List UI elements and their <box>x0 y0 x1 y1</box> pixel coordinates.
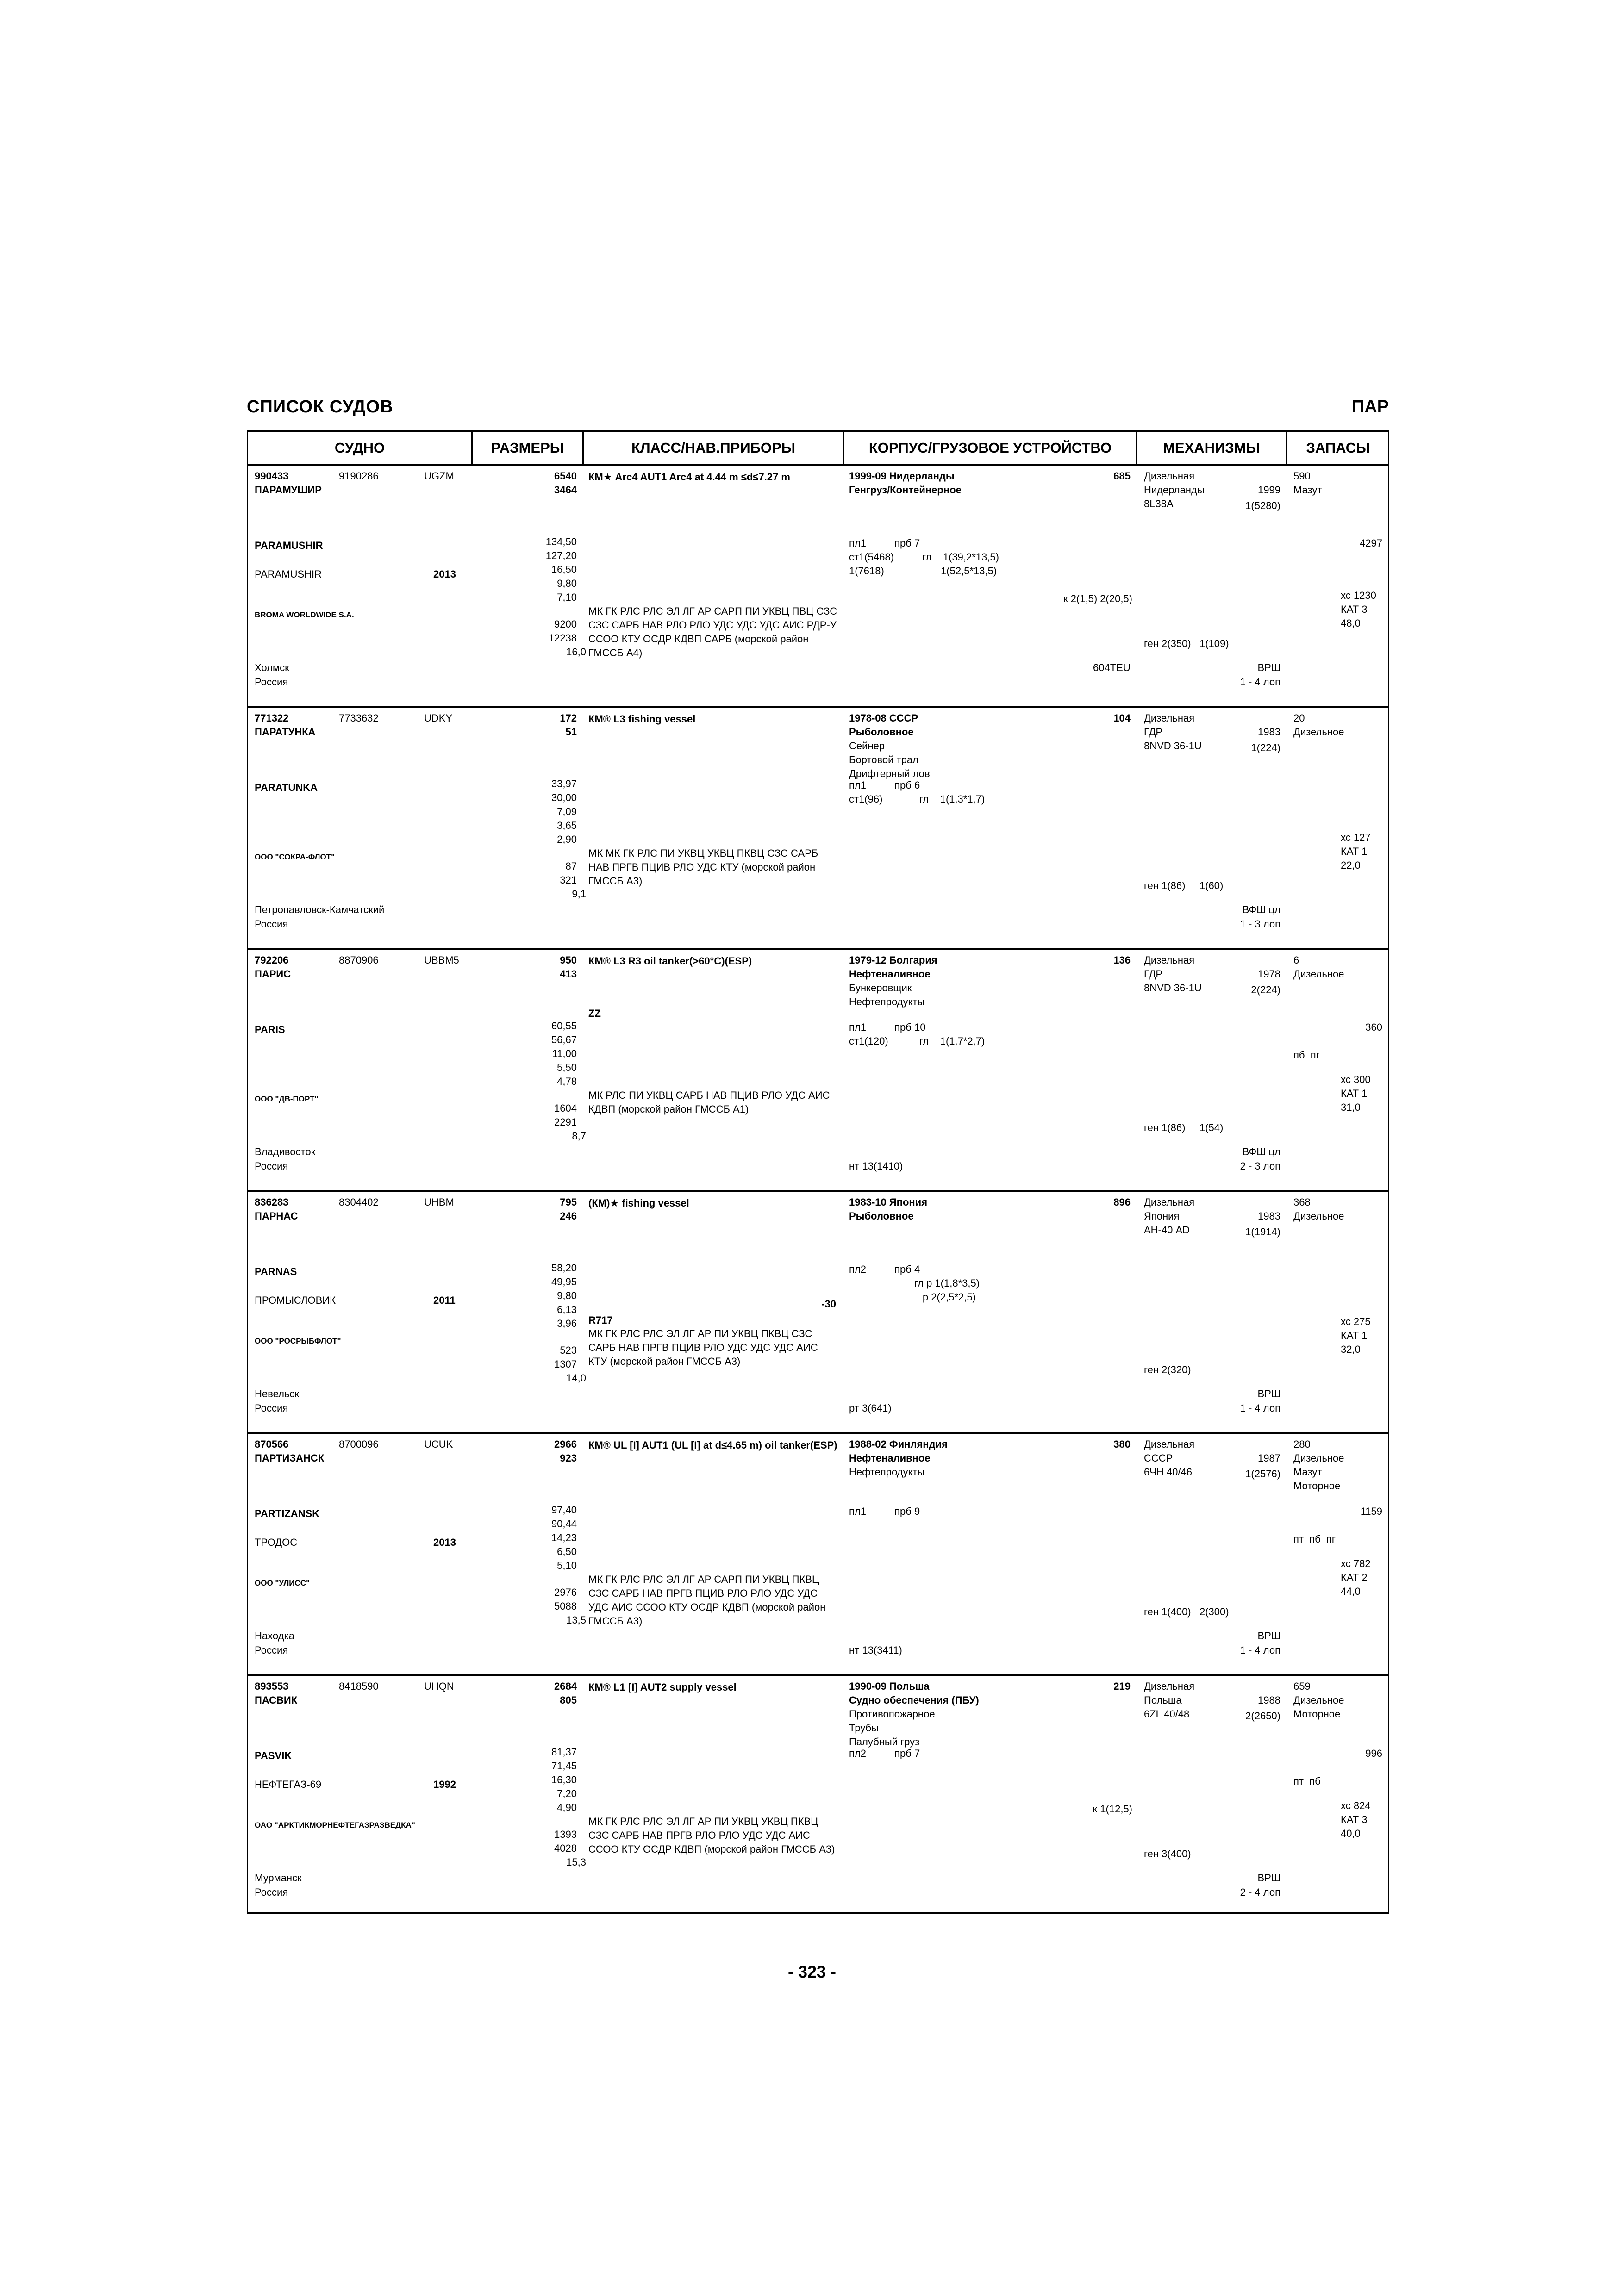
deadweight: 6540 <box>554 470 577 482</box>
supply-codes: пб пг <box>1293 1049 1320 1061</box>
capacity-value: 2976 <box>554 1587 577 1598</box>
built-info: 1979-12 Болгария <box>849 954 937 966</box>
temperature: -30 <box>821 1298 836 1310</box>
fuel-amount: 590 <box>1293 470 1311 482</box>
water-amount: 996 <box>1365 1748 1382 1759</box>
reg-number: 990433 <box>255 470 289 482</box>
dimension-value: 3,65 <box>557 820 577 831</box>
owner: ООО "РОСРЫБФЛОТ" <box>255 1337 341 1345</box>
gross-tonnage: 896 <box>1113 1196 1131 1208</box>
propeller: ВФШ цл <box>1242 1146 1280 1157</box>
hull-detail: ст1(96) гл 1(1,3*1,7) <box>849 793 985 805</box>
container-capacity: 604TEU <box>1093 662 1131 673</box>
engine-model: 8L38A <box>1144 498 1174 510</box>
reg-number: 870566 <box>255 1438 289 1450</box>
ship-type: Рыболовное <box>849 726 914 738</box>
tonnage: 805 <box>560 1694 577 1706</box>
fuel-type: Мазут <box>1293 484 1322 496</box>
fuel-amount: 20 <box>1293 712 1305 724</box>
speed: 13,5 <box>566 1614 586 1626</box>
call-sign: UGZM <box>424 470 454 482</box>
ship-record <box>248 1676 1388 1918</box>
generators: ген 1(86) 1(54) <box>1144 1122 1224 1133</box>
row-divider <box>248 1432 1388 1434</box>
capacity-value: 87 <box>565 860 577 872</box>
row-divider <box>248 706 1388 708</box>
speed: 16,0 <box>566 646 586 658</box>
engine-country: СССР <box>1144 1452 1173 1464</box>
ship-record <box>248 1192 1388 1434</box>
page-number: - 323 - <box>787 1962 837 1981</box>
ship-name: ПАРНАС <box>255 1210 298 1222</box>
nav-equipment: МК ГК РЛС РЛС ЭЛ ЛГ АР ПИ УКВЦ УКВЦ ПКВЦ СЗС САРБ НАВ ПРГВ РЛО РЛО УДС УДС АИС ССОО КТУ ОСДР КДВП (морской район ГМССБ А3) <box>588 1816 835 1855</box>
former-name: PARAMUSHIR <box>255 568 322 580</box>
engine-year: 1988 <box>1258 1694 1280 1706</box>
class-notation: (КМ)★ fishing vessel <box>588 1197 689 1209</box>
col-header-hull: КОРПУС/ГРУЗОВОЕ УСТРОЙСТВО <box>868 440 1112 456</box>
dimension-value: 6,50 <box>557 1546 577 1557</box>
dimension-value: 5,10 <box>557 1560 577 1571</box>
blades: 2 - 4 лоп <box>1240 1886 1280 1898</box>
hull-detail: гл р 1(1,8*3,5) <box>849 1277 980 1289</box>
ship-record <box>248 466 1388 708</box>
tonnage: 3464 <box>554 484 577 496</box>
dimension-value: 81,37 <box>551 1746 577 1758</box>
former-year: 2011 <box>433 1294 456 1306</box>
propeller: ВФШ цл <box>1242 904 1280 915</box>
dimension-value: 30,00 <box>551 792 577 803</box>
col-header-class: КЛАСС/НАВ.ПРИБОРЫ <box>631 440 796 456</box>
ship-name: ПАРИС <box>255 968 291 980</box>
engine-type: Дизельная <box>1144 470 1195 482</box>
engine-type: Дизельная <box>1144 712 1195 724</box>
engine-country: Нидерланды <box>1144 484 1205 496</box>
home-port: Невельск <box>255 1388 299 1400</box>
dimension-value: 7,09 <box>557 806 577 817</box>
capacity-value: 321 <box>560 874 577 886</box>
water-amount: 360 <box>1365 1021 1382 1033</box>
deadweight: 2966 <box>554 1438 577 1450</box>
former-year: 1992 <box>433 1779 456 1790</box>
engine-type: Дизельная <box>1144 1438 1195 1450</box>
imo-number: 7733632 <box>339 712 379 724</box>
hull-detail: р 2(2,5*2,5) <box>849 1291 976 1303</box>
dimension-value: 2,90 <box>557 834 577 845</box>
blades: 1 - 4 лоп <box>1240 1644 1280 1656</box>
endurance-value: 40,0 <box>1341 1828 1361 1839</box>
former-year: 2013 <box>433 1537 456 1548</box>
type-detail: Сейнер <box>849 740 885 752</box>
col-header-supplies: ЗАПАСЫ <box>1306 440 1370 456</box>
endurance-value: 32,0 <box>1341 1344 1361 1355</box>
type-detail: Нефтепродукты <box>849 996 925 1008</box>
water-amount: 1159 <box>1360 1506 1382 1517</box>
hull-detail: ст1(5468) гл 1(39,2*13,5) <box>849 551 999 563</box>
nav-equipment: МК ГК РЛС РЛС ЭЛ ЛГ АР САРП ПИ УКВЦ ПКВЦ СЗС САРБ НАВ ПРГВ ПЦИВ РЛО РЛО УДС УДС УДС АИС ССОО КТУ ОСДР КДВП (морской район ГМССБ А3) <box>588 1574 826 1627</box>
speed: 15,3 <box>566 1856 586 1868</box>
engine-type: Дизельная <box>1144 954 1195 966</box>
dimension-value: 97,40 <box>551 1504 577 1516</box>
call-sign: UCUK <box>424 1438 453 1450</box>
class-notation: КМ® L3 fishing vessel <box>588 713 696 725</box>
built-info: 1990-09 Польша <box>849 1680 930 1692</box>
home-port: Владивосток <box>255 1146 316 1157</box>
former-name: ПРОМЫСЛОВИК <box>255 1294 336 1306</box>
engine-model: 8NVD 36-1U <box>1144 740 1202 752</box>
engine-year: 1983 <box>1258 1210 1280 1222</box>
imo-number: 8870906 <box>339 954 379 966</box>
engine-model: АН-40 AD <box>1144 1224 1190 1236</box>
blades: 1 - 3 лоп <box>1240 918 1280 930</box>
built-info: 1978-08 СССР <box>849 712 918 724</box>
endurance-value: 48,0 <box>1341 617 1361 629</box>
speed: 9,1 <box>572 888 586 900</box>
fuel-type: Дизельное <box>1293 968 1344 980</box>
home-port: Холмск <box>255 662 289 673</box>
engine-model: 6ZL 40/48 <box>1144 1708 1190 1720</box>
dimension-value: 9,80 <box>557 578 577 589</box>
capacity-value: 523 <box>560 1344 577 1356</box>
fuel-amount: 659 <box>1293 1680 1311 1692</box>
engine-power: 1(1914) <box>1245 1226 1280 1238</box>
dimension-value: 49,95 <box>551 1276 577 1288</box>
gross-tonnage: 136 <box>1113 954 1131 966</box>
deadweight: 172 <box>560 712 577 724</box>
type-detail: Противопожарное <box>849 1708 935 1720</box>
tonnage: 246 <box>560 1210 577 1222</box>
type-detail: Палубный груз <box>849 1736 920 1748</box>
fuel-type: Моторное <box>1293 1480 1341 1492</box>
fuel-type: Моторное <box>1293 1708 1341 1720</box>
supply-codes: пт пб пг <box>1293 1533 1336 1545</box>
built-info: 1988-02 Финляндия <box>849 1438 948 1450</box>
capacity-value: 1393 <box>554 1829 577 1840</box>
class-notation: КМ® L1 [I] AUT2 supply vessel <box>588 1681 737 1693</box>
capacity-value: 4028 <box>554 1842 577 1854</box>
ship-record <box>248 950 1388 1192</box>
ship-name: ПАРАТУНКА <box>255 726 316 738</box>
type-detail: Трубы <box>849 1722 879 1734</box>
speed: 8,7 <box>572 1130 586 1142</box>
endurance-value: 44,0 <box>1341 1586 1361 1597</box>
engine-power: 1(224) <box>1251 742 1280 753</box>
country: Россия <box>255 676 288 688</box>
col-header-ship: СУДНО <box>334 440 385 456</box>
dimension-value: 16,30 <box>551 1774 577 1786</box>
ship-name-latin: PARAMUSHIR <box>255 540 323 551</box>
type-detail: Бортовой трал <box>849 754 918 765</box>
propeller: ВРШ <box>1257 662 1280 673</box>
call-sign: UHBM <box>424 1196 454 1208</box>
dimension-value: 60,55 <box>551 1020 577 1032</box>
nav-equipment: МК РЛС ПИ УКВЦ САРБ НАВ ПЦИВ РЛО УДС АИС КДВП (морской район ГМССБ А1) <box>588 1089 830 1115</box>
endurance-value: 31,0 <box>1341 1101 1361 1113</box>
owner: ООО "СОКРА-ФЛОТ" <box>255 852 335 861</box>
ship-type: Судно обеспечения (ПБУ) <box>849 1694 979 1706</box>
row-divider <box>248 1674 1388 1676</box>
ship-type: Генгруз/Контейнерное <box>849 484 962 496</box>
tonnage: 51 <box>565 726 577 738</box>
tonnage: 923 <box>560 1452 577 1464</box>
endurance-value: 22,0 <box>1341 859 1361 871</box>
engine-model: 8NVD 36-1U <box>1144 982 1202 994</box>
deadweight: 950 <box>560 954 577 966</box>
nav-equipment: МК МК ГК РЛС ПИ УКВЦ УКВЦ ПКВЦ СЗС САРБ НАВ ПРГВ ПЦИВ РЛО УДС КТУ (морской район ГМССБ А3) <box>588 847 818 887</box>
ship-record <box>248 708 1388 950</box>
propeller: ВРШ <box>1257 1872 1280 1884</box>
engine-country: Польша <box>1144 1694 1182 1706</box>
hull-detail: пл1 прб 10 <box>849 1021 926 1033</box>
call-sign: UHQN <box>424 1680 454 1692</box>
generators: ген 2(320) <box>1144 1364 1191 1375</box>
endurance-value: хс 127 <box>1341 832 1371 843</box>
capacity-value: 5088 <box>554 1600 577 1612</box>
home-port: Петропавловск-Камчатский <box>255 904 385 915</box>
former-year: 2013 <box>433 568 456 580</box>
hull-detail: пл1 прб 6 <box>849 779 920 791</box>
blades: 1 - 4 лоп <box>1240 1402 1280 1414</box>
blades: 1 - 4 лоп <box>1240 676 1280 688</box>
ship-type: Нефтеналивное <box>849 968 931 980</box>
ship-name: ПАСВИК <box>255 1694 298 1706</box>
class-notation: КМ★ Arc4 AUT1 Arc4 at 4.44 m ≤d≤7.27 m <box>588 471 790 483</box>
dimension-value: 4,90 <box>557 1802 577 1813</box>
endurance-value: КАТ 3 <box>1341 604 1368 615</box>
fuel-type: Дизельное <box>1293 1210 1344 1222</box>
endurance-value: КАТ 3 <box>1341 1814 1368 1825</box>
dimension-value: 127,20 <box>545 550 577 561</box>
endurance-value: хс 300 <box>1341 1074 1371 1085</box>
built-info: 1999-09 Нидерланды <box>849 470 955 482</box>
hull-detail: пл1 прб 9 <box>849 1506 920 1517</box>
ship-name: ПАРТИЗАНСК <box>255 1452 325 1464</box>
fuel-type: Дизельное <box>1293 1694 1344 1706</box>
engine-year: 1999 <box>1258 484 1280 496</box>
generators: ген 1(86) 1(60) <box>1144 880 1224 891</box>
former-name: ТРОДОС <box>255 1537 298 1548</box>
gross-tonnage: 380 <box>1113 1438 1131 1450</box>
capacity-value: 2291 <box>554 1116 577 1128</box>
fuel-amount: 280 <box>1293 1438 1311 1450</box>
engine-power: 2(224) <box>1251 984 1280 996</box>
dimension-value: 9,80 <box>557 1290 577 1301</box>
hull-detail: 1(7618) 1(52,5*13,5) <box>849 565 997 577</box>
speed: 14,0 <box>566 1372 586 1384</box>
supply-codes: пт пб <box>1293 1775 1321 1787</box>
dimension-value: 6,13 <box>557 1304 577 1315</box>
ship-record <box>248 1434 1388 1676</box>
hull-detail: пл2 прб 4 <box>849 1263 920 1275</box>
generators: ген 3(400) <box>1144 1848 1191 1860</box>
endurance-value: КАТ 1 <box>1341 1330 1368 1341</box>
reg-number: 771322 <box>255 712 289 724</box>
class-extra: R717 <box>588 1314 613 1326</box>
fuel-type: Дизельное <box>1293 1452 1344 1464</box>
engine-power: 2(2650) <box>1245 1710 1280 1722</box>
ship-name-latin: PARIS <box>255 1024 285 1035</box>
dimension-value: 14,23 <box>551 1532 577 1543</box>
type-detail: Бункеровщик <box>849 982 912 994</box>
reg-number: 893553 <box>255 1680 289 1692</box>
endurance-value: хс 782 <box>1341 1558 1371 1569</box>
fuel-amount: 368 <box>1293 1196 1311 1208</box>
tank-info: нт 13(3411) <box>849 1644 902 1656</box>
gross-tonnage: 219 <box>1113 1680 1131 1692</box>
imo-number: 8418590 <box>339 1680 379 1692</box>
row-divider <box>248 948 1388 950</box>
dimension-value: 11,00 <box>552 1048 577 1059</box>
nav-equipment: МК ГК РЛС РЛС ЭЛ ЛГ АР САРП ПИ УКВЦ ПВЦ СЗС СЗС САРБ НАВ РЛО РЛО УДС УДС УДС АИС РДР-У ССОО КТУ ОСДР КДВП САРБ (морской район ГМССБ А4) <box>588 605 837 659</box>
class-notation: КМ® L3 R3 oil tanker(>60°C)(ESP) <box>588 955 752 967</box>
dimension-value: 16,50 <box>551 564 577 575</box>
dimension-value: 4,78 <box>557 1076 577 1087</box>
cranes: к 2(1,5) 2(20,5) <box>1063 593 1132 604</box>
tonnage: 413 <box>560 968 577 980</box>
engine-year: 1987 <box>1258 1452 1280 1464</box>
reg-number: 836283 <box>255 1196 289 1208</box>
capacity-value: 1307 <box>554 1358 577 1370</box>
row-divider <box>248 1190 1388 1192</box>
dimension-value: 134,50 <box>545 536 577 548</box>
capacity-value: 9200 <box>554 618 577 630</box>
country: Россия <box>255 1886 288 1898</box>
ship-type: Нефтеналивное <box>849 1452 931 1464</box>
engine-power: 1(5280) <box>1245 500 1280 511</box>
country: Россия <box>255 1160 288 1172</box>
endurance-value: хс 1230 <box>1341 590 1376 601</box>
call-sign: UBBM5 <box>424 954 459 966</box>
tank-info: нт 13(1410) <box>849 1160 903 1172</box>
engine-type: Дизельная <box>1144 1680 1195 1692</box>
dimension-value: 33,97 <box>551 778 577 790</box>
dimension-value: 5,50 <box>557 1062 577 1073</box>
ship-name-latin: PARTIZANSK <box>255 1508 320 1519</box>
deadweight: 2684 <box>554 1680 577 1692</box>
capacity-value: 12238 <box>548 632 577 644</box>
class-notation: КМ® UL [I] AUT1 (UL [I] at d≤4.65 m) oil tanker(ESP) <box>588 1439 837 1451</box>
built-info: 1983-10 Япония <box>849 1196 928 1208</box>
engine-country: ГДР <box>1144 968 1163 980</box>
page-code: ПАР <box>1351 397 1389 417</box>
engine-country: Япония <box>1144 1210 1180 1222</box>
gross-tonnage: 685 <box>1113 470 1131 482</box>
engine-model: 6ЧН 40/46 <box>1144 1466 1192 1478</box>
endurance-value: хс 275 <box>1341 1316 1371 1327</box>
ship-table <box>247 430 1389 1914</box>
nav-equipment: МК ГК РЛС РЛС ЭЛ ЛГ АР ПИ УКВЦ ПКВЦ СЗС САРБ НАВ ПРГВ ПЦИВ РЛО УДС УДС УДС АИС КТУ (морской район ГМССБ А3) <box>588 1328 818 1367</box>
endurance-value: хс 824 <box>1341 1800 1371 1811</box>
dimension-value: 7,20 <box>557 1788 577 1799</box>
endurance-value: КАТ 1 <box>1341 1088 1368 1099</box>
cranes: к 1(12,5) <box>1093 1803 1132 1815</box>
dimension-value: 3,96 <box>557 1318 577 1329</box>
propeller: ВРШ <box>1257 1388 1280 1400</box>
reg-number: 792206 <box>255 954 289 966</box>
hull-detail: пл1 прб 7 <box>849 537 920 549</box>
fuel-type: Дизельное <box>1293 726 1344 738</box>
page-title: СПИСОК СУДОВ <box>247 397 394 417</box>
fuel-type: Мазут <box>1293 1466 1322 1478</box>
dimension-value: 71,45 <box>551 1760 577 1772</box>
engine-year: 1978 <box>1258 968 1280 980</box>
ship-name: ПАРАМУШИР <box>255 484 322 496</box>
country: Россия <box>255 918 288 930</box>
home-port: Мурманск <box>255 1872 302 1884</box>
endurance-value: КАТ 1 <box>1341 846 1368 857</box>
blades: 2 - 3 лоп <box>1240 1160 1280 1172</box>
col-header-dimensions: РАЗМЕРЫ <box>491 440 564 456</box>
imo-number: 8700096 <box>339 1438 379 1450</box>
hull-detail: пл2 прб 7 <box>849 1748 920 1759</box>
country: Россия <box>255 1644 288 1656</box>
imo-number: 8304402 <box>339 1196 379 1208</box>
generators: ген 1(400) 2(300) <box>1144 1606 1229 1618</box>
endurance-value: КАТ 2 <box>1341 1572 1368 1583</box>
hull-detail: ст1(120) гл 1(1,7*2,7) <box>849 1035 985 1047</box>
owner: BROMA WORLDWIDE S.A. <box>255 610 354 619</box>
ship-name-latin: PARATUNKA <box>255 782 318 793</box>
engine-country: ГДР <box>1144 726 1163 738</box>
ship-name-latin: PASVIK <box>255 1750 292 1761</box>
generators: ген 2(350) 1(109) <box>1144 638 1229 649</box>
type-detail: Дрифтерный лов <box>849 768 930 779</box>
dimension-value: 56,67 <box>551 1034 577 1045</box>
water-amount: 4297 <box>1360 537 1382 549</box>
engine-power: 1(2576) <box>1245 1468 1280 1480</box>
country: Россия <box>255 1402 288 1414</box>
gross-tonnage: 104 <box>1113 712 1131 724</box>
home-port: Находка <box>255 1630 294 1642</box>
ship-type: Рыболовное <box>849 1210 914 1222</box>
former-name: НЕФТЕГАЗ-69 <box>255 1779 322 1790</box>
dimension-value: 58,20 <box>551 1262 577 1274</box>
dimension-value: 90,44 <box>551 1518 577 1530</box>
type-detail: Нефтепродукты <box>849 1466 925 1478</box>
deadweight: 795 <box>560 1196 577 1208</box>
owner: ООО "ДВ-ПОРТ" <box>255 1095 319 1103</box>
engine-year: 1983 <box>1258 726 1280 738</box>
fuel-amount: 6 <box>1293 954 1299 966</box>
call-sign: UDKY <box>424 712 453 724</box>
propeller: ВРШ <box>1257 1630 1280 1642</box>
ship-name-latin: PARNAS <box>255 1266 297 1277</box>
tank-info: рт 3(641) <box>849 1402 892 1414</box>
class-extra: ZZ <box>588 1008 601 1019</box>
dimension-value: 7,10 <box>557 591 577 603</box>
col-header-machinery: МЕХАНИЗМЫ <box>1163 440 1260 456</box>
capacity-value: 1604 <box>554 1102 577 1114</box>
owner: ООО "УЛИСС" <box>255 1579 310 1587</box>
engine-type: Дизельная <box>1144 1196 1195 1208</box>
owner: ОАО "АРКТИКМОРНЕФТЕГАЗРАЗВЕДКА" <box>255 1821 415 1829</box>
imo-number: 9190286 <box>339 470 379 482</box>
